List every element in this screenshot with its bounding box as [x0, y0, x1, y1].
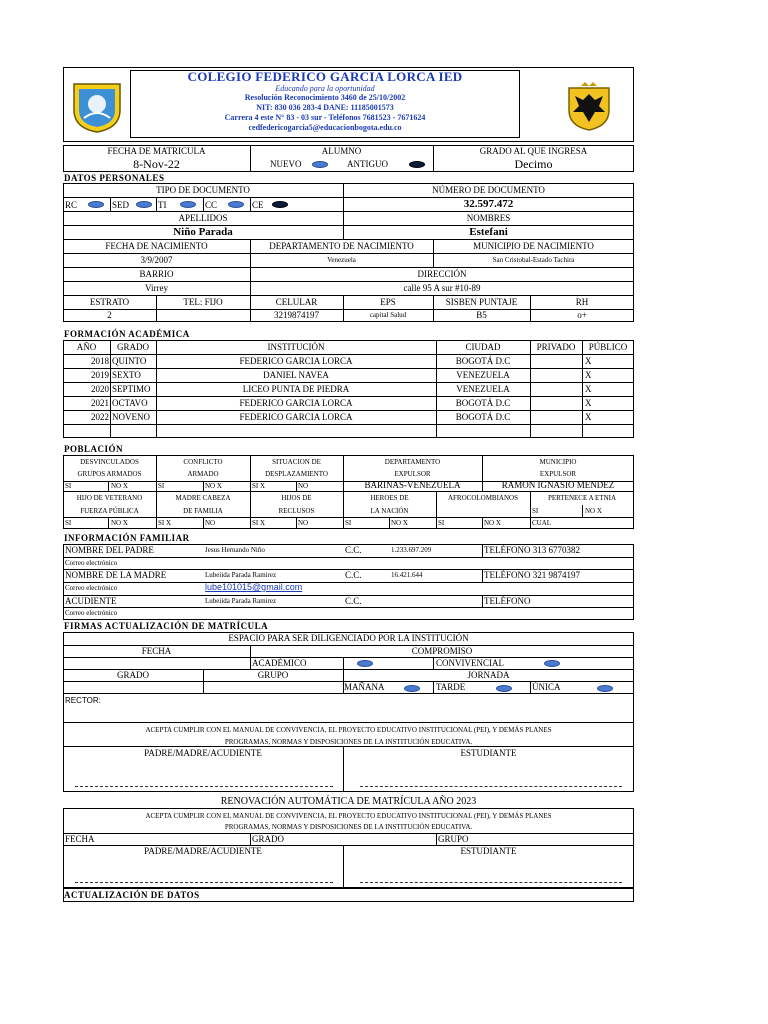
table-row-publico: X — [585, 384, 592, 394]
madre-telefono: TELÉFONO 321 9874197 — [484, 570, 580, 580]
acudiente-nombre: Lubeiida Parada Ramirez — [205, 597, 277, 605]
veterano-no: NO X — [111, 519, 128, 527]
etnia-si: SI — [532, 507, 539, 515]
school-name: COLEGIO FEDERICO GARCIA LORCA IED — [187, 69, 463, 84]
nuevo-radio[interactable] — [312, 161, 328, 168]
manana-label: MAÑANA — [344, 682, 385, 692]
school-address: Carrera 4 este N° 83 - 03 sur - Teléfonos 7681523 - 7671624 — [224, 113, 426, 122]
renovacion-acepta-2: PROGRAMAS, NORMAS Y DISPOSICIONES DE LA INSTITUCIÓN EDUCATIVA. — [224, 823, 473, 831]
renovacion-padre-label: PADRE/MADRE/ACUDIENTE — [144, 846, 262, 856]
tel-fijo-label: TEL: FIJO — [183, 297, 223, 307]
heroes-si: SI — [345, 519, 352, 527]
table-row-grado: SEXTO — [112, 370, 141, 380]
compromiso-label: COMPROMISO — [411, 646, 473, 656]
estrato-label: ESTRATO — [89, 297, 130, 307]
apellidos-value: Niño Parada — [173, 226, 233, 238]
renovacion-estudiante-line — [360, 882, 622, 883]
section-informacion-familiar: INFORMACIÓN FAMILIAR — [64, 533, 190, 543]
etnia-no: NO X — [585, 507, 602, 515]
tarde-radio[interactable] — [496, 685, 512, 692]
cc-label: CC — [205, 200, 218, 210]
grado-ingresa-value: Decimo — [514, 157, 553, 171]
numero-documento-value: 32.597.472 — [463, 198, 514, 210]
table-row-grado: SEPTIMO — [112, 384, 151, 394]
firma-padre-line — [75, 786, 333, 787]
renovacion-estudiante-label: ESTUDIANTE — [460, 846, 517, 856]
afro-label: AFROCOLOMBIANOS — [447, 494, 518, 502]
direccion-value: calle 95 A sur #10-89 — [403, 283, 481, 293]
desplazamiento-label: SITUACION DE — [272, 458, 321, 466]
desvinculados-si: SI — [65, 482, 72, 490]
reclusos-label-2: RECLUSOS — [278, 507, 315, 515]
sisben-value: B5 — [476, 310, 487, 320]
firma-estudiante-label: ESTUDIANTE — [460, 748, 517, 758]
table-row-ano: 2019 — [91, 370, 109, 380]
conflicto-si: SI — [158, 482, 165, 490]
depto-expulsor-label: DEPARTAMENTO — [384, 458, 441, 466]
table-row-ciudad: BOGOTÁ D.C — [455, 356, 511, 366]
fecha-matricula-label: FECHA DE MATRICULA — [107, 146, 206, 156]
reclusos-label: HIJOS DE — [281, 494, 312, 502]
table-row-ciudad: BOGOTÁ D.C — [455, 412, 511, 422]
fecha-nacimiento-label: FECHA DE NACIMIENTO — [105, 241, 208, 251]
table-row-publico: X — [585, 370, 592, 380]
school-resolution: Resolución Reconocimiento 3460 de 25/10/2002 — [244, 93, 406, 102]
rc-radio[interactable] — [88, 201, 104, 208]
school-email: cedfedericogarcia5@educacionbogota.edu.co — [248, 123, 402, 132]
direccion-label: DIRECCIÓN — [417, 269, 467, 279]
ce-label: CE — [252, 200, 264, 210]
conflicto-label-2: ARMADO — [187, 470, 219, 478]
padre-correo-label: Correo electrónico — [65, 559, 118, 567]
nombres-value: Estefani — [469, 226, 508, 238]
tarde-label: TARDE — [436, 682, 466, 692]
section-formacion-academica: FORMACIÓN ACADÉMICA — [64, 329, 190, 339]
col-grado: GRADO — [116, 342, 149, 352]
heroes-label-2: LA NACIÓN — [370, 507, 409, 515]
col-publico: PÚBLICO — [588, 342, 628, 352]
depto-nacimiento-value: Venezuela — [327, 256, 356, 264]
numero-documento-label: NÚMERO DE DOCUMENTO — [432, 185, 545, 195]
renovacion-title: RENOVACIÓN AUTOMÁTICA DE MATRÍCULA AÑO 2023 — [220, 796, 477, 807]
unica-label: ÚNICA — [532, 682, 561, 692]
table-row-ciudad: VENEZUELA — [456, 370, 510, 380]
renovacion-grado-label: GRADO — [252, 834, 285, 844]
acudiente-correo-label: Correo electrónico — [65, 609, 118, 617]
veterano-label-2: FUERZA PÚBLICA — [80, 507, 139, 515]
padre-nombre: Jesus Hernando Niño — [205, 546, 265, 554]
madre-nombre: Lubeiida Parada Ramirez — [205, 571, 277, 579]
grado-ingresa-label: GRADO AL QUE INGRESA — [479, 146, 588, 156]
afro-no: NO X — [484, 519, 501, 527]
depto-expulsor-label-2: EXPULSOR — [394, 470, 431, 478]
heroes-no: NO X — [391, 519, 408, 527]
table-row-publico: X — [585, 398, 592, 408]
table-row-ano: 2018 — [91, 356, 109, 366]
firmas-grado-label: GRADO — [116, 670, 149, 680]
acudiente-label: ACUDIENTE — [65, 596, 117, 606]
school-nit: NIT: 830 036 283-4 DANE: 11185001573 — [256, 103, 394, 112]
section-firmas: FIRMAS ACTUALIZACIÓN DE MATRÍCULA — [64, 621, 269, 631]
celular-value: 3219874197 — [274, 310, 319, 320]
ti-radio[interactable] — [180, 201, 196, 208]
sed-label: SED — [112, 200, 130, 210]
section-actualizacion-datos: ACTUALIZACIÓN DE DATOS — [64, 890, 200, 900]
renovacion-fecha-label: FECHA — [65, 834, 95, 844]
acepta-text-1: ACEPTA CUMPLIR CON EL MANUAL DE CONVIVENCIA, EL PROYECTO EDUCATIVO INSTITUCIONAL (PEI), Y DEMÁS PLANES — [145, 726, 552, 734]
convivencial-label: CONVIVENCIAL — [436, 658, 504, 668]
firmas-fecha-label: FECHA — [141, 646, 172, 656]
madre-cabeza-label: MADRE CABEZA — [175, 494, 231, 502]
eps-label: EPS — [380, 297, 396, 307]
espacio-institucion: ESPACIO PARA SER DILIGENCIADO POR LA INSTITUCIÓN — [228, 633, 469, 643]
madre-cc-label: C.C. — [345, 570, 362, 580]
fecha-matricula-value: 8-Nov-22 — [133, 157, 180, 171]
table-row-ciudad: BOGOTÁ D.C — [455, 398, 511, 408]
veterano-label: HIJO DE VETERANO — [76, 494, 143, 502]
section-poblacion: POBLACIÓN — [64, 444, 124, 454]
convivencial-radio[interactable] — [544, 660, 560, 667]
cc-radio[interactable] — [228, 201, 244, 208]
jornada-label: JORNADA — [467, 670, 510, 680]
school-motto: Educando para la oportunidad — [275, 84, 375, 93]
table-row-grado: NOVENO — [112, 412, 150, 422]
firmas-grupo-label: GRUPO — [257, 670, 289, 680]
heroes-label: HEROES DE — [370, 494, 409, 502]
renovacion-padre-line — [75, 882, 333, 883]
rh-label: RH — [575, 297, 589, 307]
mun-expulsor-label-2: EXPULSOR — [539, 470, 577, 478]
desvinculados-label-2: GRUPOS ARMADOS — [77, 470, 142, 478]
celular-label: CELULAR — [275, 297, 318, 307]
col-ano: AÑO — [76, 342, 97, 352]
col-ciudad: CIUDAD — [465, 342, 501, 352]
school-logo — [70, 80, 124, 134]
ti-label: TI — [158, 200, 167, 210]
desplazamiento-label-2: DESPLAZAMIENTO — [265, 470, 328, 478]
desvinculados-no: NO X — [111, 482, 128, 490]
veterano-si: SI — [65, 519, 72, 527]
apellidos-label: APELLIDOS — [178, 213, 228, 223]
afro-si: SI — [438, 519, 445, 527]
col-institucion: INSTITUCIÓN — [267, 342, 325, 352]
madre-label: NOMBRE DE LA MADRE — [65, 570, 167, 580]
fecha-nacimiento-value: 3/9/2007 — [140, 255, 173, 265]
table-row-publico: X — [585, 412, 592, 422]
tipo-documento-label: TIPO DE DOCUMENTO — [156, 185, 250, 195]
depto-expulsor-value: BARINAS-VENEZUELA — [364, 480, 461, 490]
mun-expulsor-value: RAMON IGNASIO MENDEZ — [501, 480, 615, 490]
padre-cc: 1.233.697.209 — [391, 546, 432, 554]
table-row-ano: 2021 — [91, 398, 109, 408]
academico-label: ACADÉMICO — [252, 658, 307, 668]
madre-cabeza-label-2: DE FAMILIA — [183, 507, 223, 515]
table-row-institucion: FEDERICO GARCIA LORCA — [239, 356, 353, 366]
firma-padre-label: PADRE/MADRE/ACUDIENTE — [144, 748, 262, 758]
depto-nacimiento-label: DEPARTAMENTO DE NACIMIENTO — [269, 241, 414, 251]
sisben-label: SISBEN PUNTAJE — [445, 297, 518, 307]
barrio-value: Virrey — [145, 283, 168, 293]
nuevo-label: NUEVO — [270, 159, 302, 169]
desplazamiento-si: SI X — [252, 482, 266, 490]
rc-label: RC — [65, 200, 78, 210]
table-row-institucion: LICEO PUNTA DE PIEDRA — [242, 384, 350, 394]
table-row-ciudad: VENEZUELA — [456, 384, 510, 394]
conflicto-label: CONFLICTO — [183, 458, 223, 466]
table-row-institucion: FEDERICO GARCIA LORCA — [239, 398, 353, 408]
ce-radio[interactable] — [272, 201, 288, 208]
acudiente-cc-label: C.C. — [345, 596, 362, 606]
mun-expulsor-label: MUNICIPIO — [539, 458, 577, 466]
acepta-text-2: PROGRAMAS, NORMAS Y DISPOSICIONES DE LA INSTITUCIÓN EDUCATIVA. — [224, 738, 473, 746]
academico-radio[interactable] — [357, 660, 373, 667]
table-row-institucion: FEDERICO GARCIA LORCA — [239, 412, 353, 422]
reclusos-no: NO — [298, 519, 309, 527]
col-privado: PRIVADO — [536, 342, 576, 352]
padre-cc-label: C.C. — [345, 545, 362, 555]
rh-value: o+ — [577, 310, 587, 320]
municipio-nacimiento-label: MUNICIPIO DE NACIMIENTO — [473, 241, 594, 251]
table-row-ano: 2022 — [91, 412, 109, 422]
desplazamiento-no: NO — [298, 482, 309, 490]
antiguo-label: ANTIGUO — [347, 159, 388, 169]
reclusos-si: SI X — [252, 519, 266, 527]
section-datos-personales: DATOS PERSONALES — [64, 173, 165, 183]
etnia-label: PERTENECE A ETNIA — [547, 494, 617, 502]
madre-cc: 16.421.644 — [391, 571, 423, 579]
eps-value: capital Salud — [369, 311, 407, 319]
nombres-label: NOMBRES — [466, 213, 511, 223]
padre-label: NOMBRE DEL PADRE — [65, 545, 154, 555]
padre-telefono: TELÉFONO 313 6770382 — [484, 545, 580, 555]
manana-radio[interactable] — [404, 685, 420, 692]
etnia-cual: CUAL — [532, 519, 552, 527]
acudiente-telefono-label: TELÉFONO — [484, 596, 531, 606]
conflicto-no: NO X — [205, 482, 222, 490]
madre-cabeza-si: SI X — [158, 519, 172, 527]
table-row-grado: QUINTO — [112, 356, 147, 366]
table-row-publico: X — [585, 356, 592, 366]
sed-radio[interactable] — [136, 201, 152, 208]
barrio-label: BARRIO — [139, 269, 174, 279]
madre-email-link[interactable]: lube101015@gmail.com — [205, 582, 303, 592]
rector-label: RECTOR: — [65, 696, 101, 705]
renovacion-grupo-label: GRUPO — [438, 834, 469, 844]
renovacion-acepta-1: ACEPTA CUMPLIR CON EL MANUAL DE CONVIVENCIA, EL PROYECTO EDUCATIVO INSTITUCIONAL (PEI), Y DEMÁS PLANES — [145, 812, 552, 820]
unica-radio[interactable] — [597, 685, 613, 692]
bogota-crest — [565, 82, 613, 132]
municipio-nacimiento-value: San Cristobal-Estado Tachira — [492, 256, 575, 264]
firma-estudiante-line — [360, 786, 622, 787]
alumno-label: ALUMNO — [321, 146, 362, 156]
antiguo-radio[interactable] — [409, 161, 425, 168]
madre-correo-label: Correo electrónico — [65, 584, 118, 592]
estrato-value: 2 — [107, 310, 112, 320]
table-row-grado: OCTAVO — [112, 398, 148, 408]
desvinculados-label: DESVINCULADOS — [80, 458, 139, 466]
madre-cabeza-no: NO — [205, 519, 216, 527]
table-row-institucion: DANIEL NAVEA — [263, 370, 329, 380]
table-row-ano: 2020 — [91, 384, 109, 394]
